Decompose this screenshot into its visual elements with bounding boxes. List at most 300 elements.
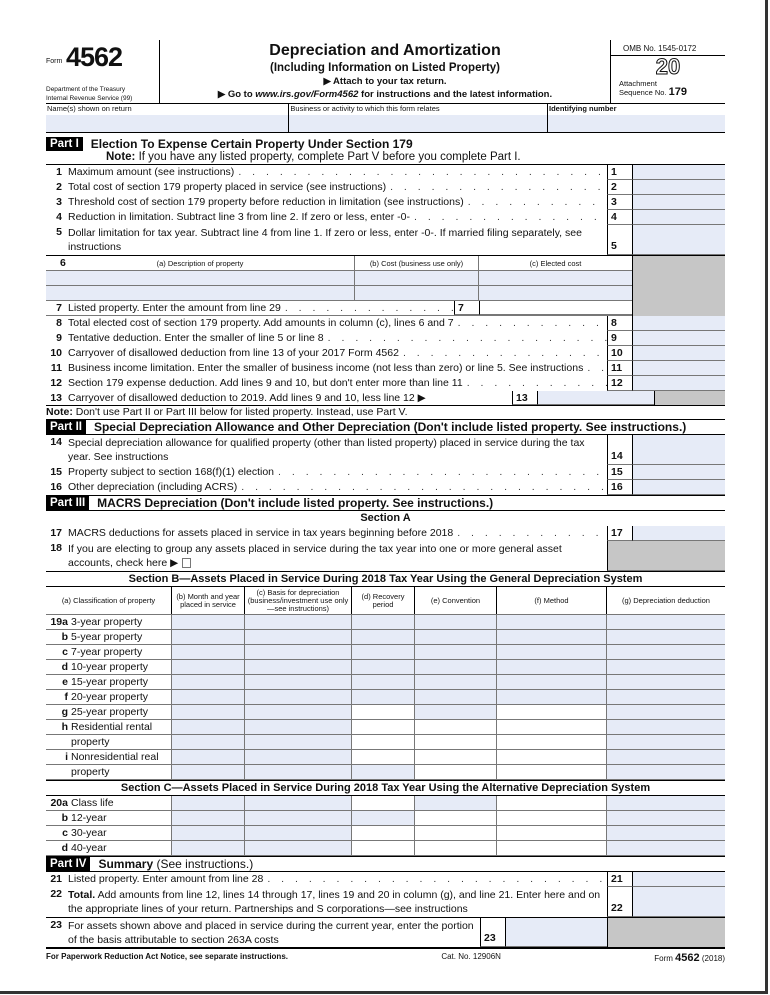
table-cell-input[interactable] — [497, 750, 607, 764]
table-cell-input[interactable] — [415, 615, 497, 629]
column-header: (a) Classification of property — [46, 587, 172, 614]
row-label — [46, 630, 172, 644]
line-22 — [46, 887, 725, 917]
part4-subtitle: (See instructions.) — [156, 857, 254, 871]
line-text: Add amounts from line 12, lines 14 through 17, lines 19 and 20 in column (g), and line 21. Enter here and on the appropriate lines of your return. Partnerships and S corporations—see instructions — [68, 889, 601, 915]
table-row — [46, 765, 725, 780]
shaded-area — [607, 918, 725, 947]
line-number: 9 — [56, 332, 62, 344]
table-cell-input[interactable] — [245, 660, 352, 674]
form-number: 4562 — [675, 952, 700, 964]
name-label: Name(s) shown on return — [47, 104, 132, 113]
shaded-area — [654, 391, 725, 405]
table-cell-input[interactable] — [172, 660, 245, 674]
table-cell-input[interactable] — [352, 705, 415, 719]
omb-number: OMB No. 1545-0172 — [611, 40, 725, 56]
table-cell-input[interactable] — [607, 630, 725, 644]
table-cell-input[interactable] — [607, 705, 725, 719]
table-cell-input[interactable] — [245, 675, 352, 689]
table-cell-input[interactable] — [172, 735, 245, 749]
line-box-number: 14 — [607, 435, 632, 465]
form-id-block — [46, 40, 160, 103]
sequence-label: Sequence No. — [619, 88, 667, 97]
table-cell-input[interactable] — [607, 765, 725, 779]
table-cell-input[interactable] — [497, 675, 607, 689]
line-number: 10 — [50, 347, 62, 359]
table-cell-input[interactable] — [607, 645, 725, 659]
line-text: Special depreciation allowance for qualified property (other than listed property) placed in service during the tax year. See instructions — [68, 437, 585, 463]
tax-year: 20 — [655, 54, 681, 79]
table-cell-input[interactable] — [497, 645, 607, 659]
shaded-area — [632, 256, 725, 316]
table-cell-input[interactable] — [415, 796, 497, 810]
line-4-input[interactable] — [632, 210, 725, 225]
table-row — [46, 690, 725, 705]
row-number: b — [61, 631, 68, 643]
line-number: 18 — [50, 542, 62, 554]
line-number: 5 — [56, 226, 62, 238]
row-label — [46, 841, 172, 855]
table-cell-input[interactable] — [172, 750, 245, 764]
note-part5 — [46, 406, 725, 419]
part1-title: Election To Expense Certain Property Under Section 179 — [90, 137, 413, 151]
table-cell-input[interactable] — [415, 826, 497, 840]
row-label — [46, 796, 172, 810]
line-box-number: 5 — [607, 225, 632, 255]
table-cell-input[interactable] — [415, 841, 497, 855]
note-bold: Note: — [46, 406, 73, 418]
table-cell-input[interactable] — [352, 735, 415, 749]
row-number: h — [61, 721, 68, 733]
line-box-number: 15 — [607, 465, 632, 480]
table-row — [46, 841, 725, 856]
table-cell-input[interactable] — [415, 735, 497, 749]
table-row — [46, 811, 725, 826]
row-number: g — [61, 706, 68, 718]
table-cell-input[interactable] — [245, 690, 352, 704]
cost-input[interactable] — [355, 271, 479, 285]
line-box-number: 23 — [480, 918, 505, 947]
table-row — [46, 796, 725, 811]
elected-cost-input[interactable] — [479, 271, 632, 285]
row-text: 30-year — [71, 827, 107, 839]
line6-row[interactable] — [46, 271, 632, 286]
row-label — [46, 705, 172, 719]
col-a-header: (a) Description of property — [156, 259, 244, 268]
line-1-input[interactable] — [632, 165, 725, 180]
line-10 — [46, 346, 725, 361]
omb-block — [610, 40, 725, 103]
line-text: Listed property. Enter the amount from line 29 — [68, 302, 281, 314]
line-14-input[interactable] — [632, 435, 725, 465]
row-number: i — [65, 751, 68, 763]
row-number: b — [61, 812, 68, 824]
table-cell-input[interactable] — [497, 660, 607, 674]
sequence-number: 179 — [668, 86, 687, 98]
table-cell-input[interactable] — [415, 630, 497, 644]
form-word: Form — [654, 954, 673, 963]
line-number: 13 — [50, 392, 62, 404]
table-cell-input[interactable] — [607, 720, 725, 734]
table-cell-input[interactable] — [607, 615, 725, 629]
form-subtitle: (Including Information on Listed Property) — [270, 62, 500, 74]
table-cell-input[interactable] — [415, 750, 497, 764]
line-9 — [46, 331, 725, 346]
line-box-number: 21 — [607, 872, 632, 887]
line-text: Maximum amount (see instructions) — [68, 166, 235, 178]
line-number: 21 — [50, 873, 62, 885]
table-cell-input[interactable] — [172, 811, 245, 825]
line-text: Threshold cost of section 179 property before reduction in limitation (see instructions) — [68, 196, 464, 208]
line-text: Other depreciation (including ACRS) — [68, 481, 238, 493]
row-text: 10-year property — [71, 661, 149, 673]
table-row — [46, 615, 725, 630]
line-number: 15 — [50, 466, 62, 478]
cost-input[interactable] — [355, 286, 479, 300]
dept-label: Department of the Treasury — [46, 86, 126, 93]
line-9-input[interactable] — [632, 331, 725, 346]
part4-header — [46, 856, 725, 872]
table-row — [46, 720, 725, 735]
table-cell-input[interactable] — [172, 615, 245, 629]
note-text: If you have any listed property, complete Part V before you complete Part I. — [135, 151, 521, 163]
line-8 — [46, 316, 725, 331]
line-text: If you are electing to group any assets placed in service during the tax year into one or more general asset accounts, check here — [68, 543, 562, 569]
line-7 — [46, 301, 632, 316]
line-number: 22 — [50, 888, 62, 900]
table-cell-input[interactable] — [352, 826, 415, 840]
row-text: 20-year property — [71, 691, 149, 703]
section-a-title: Section A — [360, 512, 411, 524]
table-cell-input[interactable] — [172, 796, 245, 810]
column-header: (b) Month and year placed in service — [172, 587, 245, 614]
part4-title: Summary — [98, 857, 154, 871]
line-box-number: 8 — [607, 316, 632, 331]
table-cell-input[interactable] — [172, 841, 245, 855]
part1-tag: Part I — [46, 137, 83, 151]
table-cell-input[interactable] — [352, 615, 415, 629]
line-11-input[interactable] — [632, 361, 725, 376]
form-4562 — [46, 40, 725, 964]
line-text: Business income limitation. Enter the smaller of business income (not less than zero) or line 5. See instructions — [68, 362, 584, 374]
table-cell-input[interactable] — [497, 811, 607, 825]
goto-post: for instructions and the latest information. — [358, 89, 553, 100]
table-cell-input[interactable] — [415, 645, 497, 659]
col-c-header: (c) Elected cost — [529, 259, 582, 268]
row-text: 15-year property — [71, 676, 149, 688]
line-4 — [46, 210, 725, 225]
line-10-input[interactable] — [632, 346, 725, 361]
row-number: 19a — [50, 616, 68, 628]
row-text: Nonresidential real — [71, 751, 159, 763]
row-label — [46, 690, 172, 704]
table-cell-input[interactable] — [497, 826, 607, 840]
line-23-input[interactable] — [505, 918, 607, 947]
table-cell-input[interactable] — [352, 750, 415, 764]
line-number: 14 — [50, 436, 62, 448]
table-cell-input[interactable] — [497, 765, 607, 779]
table-cell-input[interactable] — [415, 705, 497, 719]
line-11 — [46, 361, 725, 376]
column-header: (f) Method — [497, 587, 607, 614]
table-cell-input[interactable] — [607, 796, 725, 810]
line6-header — [46, 256, 632, 271]
table-cell-input[interactable] — [497, 796, 607, 810]
table-cell-input[interactable] — [352, 811, 415, 825]
part3-title: MACRS Depreciation (Don't include listed property. See instructions.) — [97, 496, 494, 510]
section-c-title: Section C—Assets Placed in Service During 2018 Tax Year Using the Alternative Depreciation System — [46, 780, 725, 795]
line-1 — [46, 165, 725, 180]
line-16-input[interactable] — [632, 480, 725, 495]
table-row — [46, 675, 725, 690]
table-cell-input[interactable] — [352, 660, 415, 674]
row-number: e — [62, 676, 68, 688]
table-cell-input[interactable] — [352, 796, 415, 810]
line-text: Carryover of disallowed deduction from line 13 of your 2017 Form 4562 — [68, 347, 399, 359]
total-label: Total. — [68, 889, 96, 901]
line-box-number: 11 — [607, 361, 632, 376]
line-text: Listed property. Enter amount from line 28 — [68, 873, 264, 885]
line-8-input[interactable] — [632, 316, 725, 331]
table-cell-input[interactable] — [245, 841, 352, 855]
table-cell-input[interactable] — [352, 841, 415, 855]
table-cell-input[interactable] — [245, 720, 352, 734]
table-row — [46, 826, 725, 841]
attachment-label: Attachment — [619, 79, 657, 88]
name-input[interactable] — [46, 115, 288, 132]
table-cell-input[interactable] — [245, 811, 352, 825]
line-number: 6 — [60, 257, 66, 269]
table-cell-input[interactable] — [607, 690, 725, 704]
line-text: Carryover of disallowed deduction to 2019. Add lines 9 and 10, less line 12 ▶ — [68, 392, 426, 404]
goto-instruction — [160, 89, 610, 100]
irs-link[interactable]: www.irs.gov/Form4562 — [255, 89, 359, 100]
names-row — [46, 104, 725, 133]
part3-header — [46, 495, 725, 511]
line-text: Property subject to section 168(f)(1) election — [68, 466, 275, 478]
line-box-number: 2 — [607, 180, 632, 195]
row-text: 3-year property — [71, 616, 143, 628]
group-assets-checkbox[interactable] — [182, 558, 191, 568]
section-b-title: Section B—Assets Placed in Service During 2018 Tax Year Using the General Depreciation System — [46, 571, 725, 586]
table-cell-input[interactable] — [607, 750, 725, 764]
table-row — [46, 630, 725, 645]
line-box-number: 13 — [512, 391, 537, 405]
line-number: 4 — [56, 211, 62, 223]
table-cell-input[interactable] — [245, 765, 352, 779]
table-cell-input[interactable] — [352, 720, 415, 734]
table-cell-input[interactable] — [352, 645, 415, 659]
part4-tag: Part IV — [46, 857, 90, 871]
table-cell-input[interactable] — [172, 826, 245, 840]
line-number: 2 — [56, 181, 62, 193]
row-label — [46, 765, 172, 779]
table-cell-input[interactable] — [172, 630, 245, 644]
table-cell-input[interactable] — [497, 735, 607, 749]
line-text: Section 179 expense deduction. Add lines 9 and 10, but don't enter more than line 11 — [68, 377, 463, 389]
row-label — [46, 645, 172, 659]
line-12 — [46, 376, 725, 391]
form-header — [46, 40, 725, 104]
line-12-input[interactable] — [632, 376, 725, 391]
table-cell-input[interactable] — [497, 841, 607, 855]
row-label — [46, 811, 172, 825]
line-box-number: 1 — [607, 165, 632, 180]
table-cell-input[interactable] — [172, 675, 245, 689]
table-cell-input[interactable] — [352, 765, 415, 779]
table-cell-input[interactable] — [415, 660, 497, 674]
table-cell-input[interactable] — [607, 841, 725, 855]
line-15 — [46, 465, 725, 480]
line-text: Total cost of section 179 property placed in service (see instructions) — [68, 181, 387, 193]
table-cell-input[interactable] — [245, 630, 352, 644]
table-cell-input[interactable] — [415, 675, 497, 689]
line-number: 1 — [56, 166, 62, 178]
line-3-input[interactable] — [632, 195, 725, 210]
line-box-number: 4 — [607, 210, 632, 225]
line-text: Dollar limitation for tax year. Subtract line 4 from line 1. If zero or less, enter -0-. If married filing separately, see instructions — [68, 227, 582, 253]
table-cell-input[interactable] — [415, 690, 497, 704]
table-cell-input[interactable] — [172, 690, 245, 704]
line-23 — [46, 917, 725, 947]
table-cell-input[interactable] — [352, 690, 415, 704]
table-cell-input[interactable] — [497, 705, 607, 719]
table-cell-input[interactable] — [415, 720, 497, 734]
line-box-number: 17 — [607, 526, 632, 541]
line-text: Total elected cost of section 179 property. Add amounts in column (c), lines 6 and 7 — [68, 317, 454, 329]
line6-row[interactable] — [46, 286, 632, 301]
line-text: Tentative deduction. Enter the smaller of line 5 or line 8 — [68, 332, 324, 344]
footer-form-id — [654, 952, 725, 964]
row-number: f — [64, 691, 68, 703]
row-number: c — [62, 827, 68, 839]
table-cell-input[interactable] — [497, 615, 607, 629]
irs-label: Internal Revenue Service (99) — [46, 95, 133, 102]
line-number: 23 — [50, 919, 62, 931]
column-header: (e) Convention — [415, 587, 497, 614]
line-13-input[interactable] — [537, 391, 654, 405]
row-text: 40-year — [71, 842, 107, 854]
goto-pre: ▶ Go to — [217, 89, 256, 100]
line-5 — [46, 225, 725, 255]
row-number: 20a — [50, 797, 68, 809]
table-row — [46, 645, 725, 660]
table-cell-input[interactable] — [415, 811, 497, 825]
table-cell-input[interactable] — [172, 705, 245, 719]
id-label: Identifying number — [549, 104, 617, 113]
table-cell-input[interactable] — [245, 615, 352, 629]
part2-header — [46, 419, 725, 435]
line-16 — [46, 480, 725, 495]
table-cell-input[interactable] — [245, 645, 352, 659]
table-cell-input[interactable] — [607, 660, 725, 674]
table-cell-input[interactable] — [245, 735, 352, 749]
column-header: (g) Depreciation deduction — [622, 595, 710, 605]
table-cell-input[interactable] — [497, 630, 607, 644]
line-17-input[interactable] — [632, 526, 725, 541]
line-box-number: 10 — [607, 346, 632, 361]
business-label: Business or activity to which this form relates — [290, 104, 440, 113]
row-label — [46, 720, 172, 734]
table-cell-input[interactable] — [352, 675, 415, 689]
table-cell-input[interactable] — [415, 765, 497, 779]
table-cell-input[interactable] — [607, 826, 725, 840]
line-15-input[interactable] — [632, 465, 725, 480]
part2-title: Special Depreciation Allowance and Other Depreciation (Don't include listed property. See instructions.) — [93, 420, 687, 434]
line-13 — [46, 391, 725, 406]
table-cell-input[interactable] — [245, 796, 352, 810]
business-input[interactable] — [289, 115, 547, 132]
table-cell-input[interactable] — [352, 630, 415, 644]
line-2-input[interactable] — [632, 180, 725, 195]
title-block — [160, 40, 610, 103]
table-row — [46, 705, 725, 720]
table-cell-input[interactable] — [172, 720, 245, 734]
line-box-number: 22 — [607, 887, 632, 917]
column-header: (d) Recovery period — [352, 587, 415, 614]
line-5-input[interactable] — [632, 225, 725, 255]
table-cell-input[interactable] — [607, 675, 725, 689]
line-2 — [46, 180, 725, 195]
table-cell-input[interactable] — [245, 750, 352, 764]
row-label — [46, 675, 172, 689]
table-cell-input[interactable] — [607, 735, 725, 749]
line-22-input[interactable] — [632, 887, 725, 917]
line-number: 3 — [56, 196, 62, 208]
form-number: 4562 — [66, 42, 123, 72]
table-cell-input[interactable] — [245, 826, 352, 840]
table-cell-input[interactable] — [497, 720, 607, 734]
line-box-number: 7 — [454, 301, 479, 315]
table-row — [46, 660, 725, 675]
line-text: For assets shown above and placed in service during the current year, enter the portion of the basis attributable to section 263A costs — [68, 920, 474, 946]
cat-number: Cat. No. 12906N — [441, 952, 501, 961]
part1-header — [46, 137, 725, 151]
row-label — [46, 826, 172, 840]
column-header: (c) Basis for depreciation (business/investment use only—see instructions) — [245, 587, 352, 614]
form-word: Form — [46, 58, 63, 65]
table-cell-input[interactable] — [172, 645, 245, 659]
line-number: 8 — [56, 317, 62, 329]
line-3 — [46, 195, 725, 210]
row-text: 12-year — [71, 812, 107, 824]
table-cell-input[interactable] — [245, 705, 352, 719]
line-number: 16 — [50, 481, 62, 493]
row-text: Class life — [71, 797, 114, 809]
part1-note — [46, 151, 725, 165]
line-18 — [46, 541, 725, 571]
table-cell-input[interactable] — [497, 690, 607, 704]
line-box-number: 16 — [607, 480, 632, 495]
line-text: Reduction in limitation. Subtract line 3 from line 2. If zero or less, enter -0- — [68, 211, 410, 223]
note-text: Don't use Part II or Part III below for listed property. Instead, use Part V. — [72, 406, 408, 418]
row-number: c — [62, 646, 68, 658]
row-text: Residential rental — [71, 721, 153, 733]
note-bold: Note: — [106, 151, 136, 163]
table-cell-input[interactable] — [607, 811, 725, 825]
row-text: property — [71, 736, 110, 748]
line-21 — [46, 872, 725, 887]
description-input[interactable] — [46, 286, 355, 300]
table-cell-input[interactable] — [172, 765, 245, 779]
elected-cost-input[interactable] — [479, 286, 632, 300]
line-21-input[interactable] — [632, 872, 725, 887]
line-17 — [46, 526, 725, 541]
id-input[interactable] — [548, 115, 725, 132]
line-7-input[interactable] — [479, 301, 632, 315]
description-input[interactable] — [46, 271, 355, 285]
line-number: 11 — [50, 362, 62, 374]
